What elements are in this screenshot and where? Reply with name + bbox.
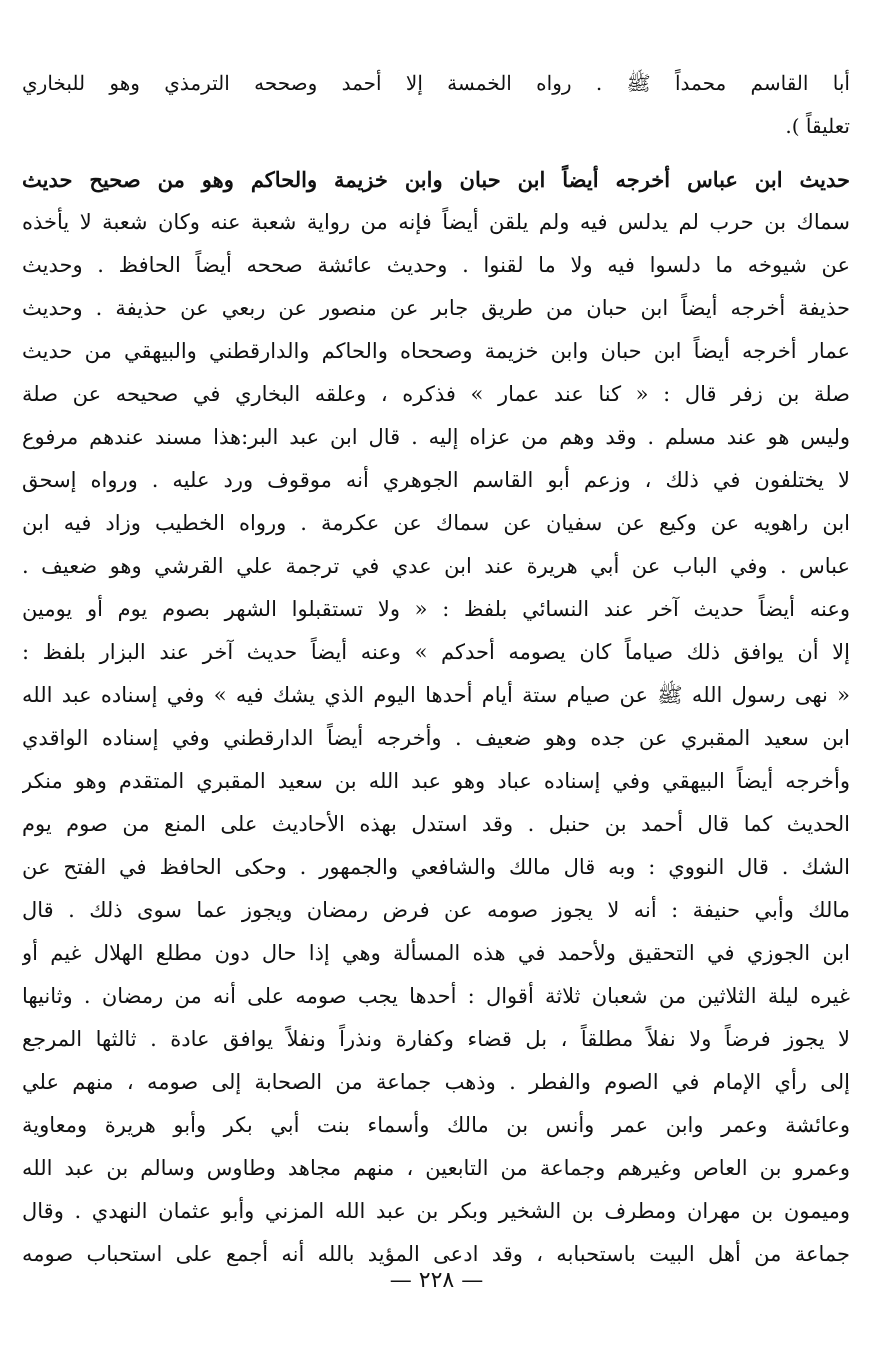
paragraph-line: وعنه أيضاً حديث آخر عند النسائي بلفظ : « ولا تستقبلوا الشهر بصوم يوم أو يومين [22,597,850,621]
paragraph-line: إلا أن يوافق ذلك صياماً كان يصومه أحدكم » وعنه أيضاً حديث آخر عند البزار بلفظ : [22,640,850,664]
quote-line: أبا القاسم محمداً ﷺ . رواه الخمسة إلا أحمد وصححه الترمذي وهو للبخاري [22,71,850,95]
paragraph-line: حذيفة أخرجه أيضاً ابن حبان من طريق جابر عن منصور عن ربعي عن حذيفة . وحديث [22,296,850,320]
paragraph-line: الحديث كما قال أحمد بن حنبل . وقد استدل بهذه الأحاديث على المنع من صوم يوم [22,812,850,836]
paragraph-line: ابن الجوزي في التحقيق ولأحمد في هذه المسألة وهي إذا حال دون مطلع الهلال غيم أو [22,941,850,965]
paragraph-line: وميمون بن مهران ومطرف بن الشخير وبكر بن عبد الله المزني وأبو عثمان النهدي . وقال [22,1199,850,1223]
paragraph-line: عمار أخرجه أيضاً ابن حبان وابن خزيمة وصححاه والحاكم والدارقطني والبيهقي من حديث [22,339,850,363]
quote-line: تعليقاً ). [785,114,850,138]
paragraph-line: ابن راهويه عن وكيع عن سفيان عن سماك عن عكرمة . ورواه الخطيب وزاد فيه ابن [22,511,850,535]
paragraph-line: عن شيوخه ما دلسوا فيه ولا ما لقنوا . وحديث عائشة صححه أيضاً الحافظ . وحديث [22,253,850,277]
page-number: — ٢٢٨ — [389,1268,484,1293]
commentary-paragraph [22,158,850,1276]
paragraph-line: وعمرو بن العاص وغيرهم وجماعة من التابعين ، منهم مجاهد وطاوس وسالم بن عبد الله [22,1156,850,1180]
paragraph-line: جماعة من أهل البيت باستحبابه ، وقد ادعى المؤيد بالله أنه أجمع على استحباب صومه [22,1242,850,1266]
paragraph-line: إلى رأي الإمام في الصوم والفطر . وذهب جماعة من الصحابة إلى صومه ، منهم علي [22,1070,850,1094]
paragraph-line: « نهى رسول الله ﷺ عن صيام ستة أيام أحدها اليوم الذي يشك فيه » وفي إسناده عبد الله [22,683,850,707]
quote-continuation [22,62,850,148]
paragraph-line: عباس . وفي الباب عن أبي هريرة عند ابن عدي في ترجمة علي القرشي وهو ضعيف . [22,554,850,578]
paragraph-line: وعائشة وعمر وابن عمر وأنس بن مالك وأسماء بنت أبي بكر وأبو هريرة ومعاوية [22,1113,850,1137]
paragraph-line: لا يختلفون في ذلك ، وزعم أبو القاسم الجوهري أنه موقوف ورد عليه . ورواه إسحق [22,468,850,492]
paragraph-line: وأخرجه أيضاً البيهقي وفي إسناده عباد وهو عبد الله بن سعيد المقبري المتقدم وهو منكر [22,769,850,793]
paragraph-line: لا يجوز فرضاً ولا نفلاً مطلقاً ، بل قضاء وكفارة ونذراً ونفلاً يوافق عادة . ثالثها المرجع [22,1027,850,1051]
paragraph-lead-line: حديث ابن عباس أخرجه أيضاً ابن حبان وابن خزيمة والحاكم وهو من صحيح حديث [22,167,850,192]
paragraph-line: صلة بن زفر قال : « كنا عند عمار » فذكره ، وعلقه البخاري في صحيحه عن صلة [22,382,850,406]
paragraph-line: وليس هو عند مسلم . وقد وهم من عزاه إليه . قال ابن عبد البر:هذا مسند عندهم مرفوع [22,425,850,449]
paragraph-line: مالك وأبي حنيفة : أنه لا يجوز صومه عن فرض رمضان ويجوز عما سوى ذلك . قال [22,898,850,922]
paragraph-line: سماك بن حرب لم يدلس فيه ولم يلقن أيضاً فإنه من رواية شعبة عنه وكان شعبة لا يأخذه [22,210,850,234]
paragraph-line: ابن سعيد المقبري عن جده وهو ضعيف . وأخرجه أيضاً الدارقطني وفي إسناده الواقدي [22,726,850,750]
paragraph-line: الشك . قال النووي : وبه قال مالك والشافعي والجمهور . وحكى الحافظ في الفتح عن [22,855,850,879]
paragraph-line: غيره ليلة الثلاثين من شعبان ثلاثة أقوال : أحدها يجب صومه على أنه من رمضان . وثانيها [22,984,850,1008]
